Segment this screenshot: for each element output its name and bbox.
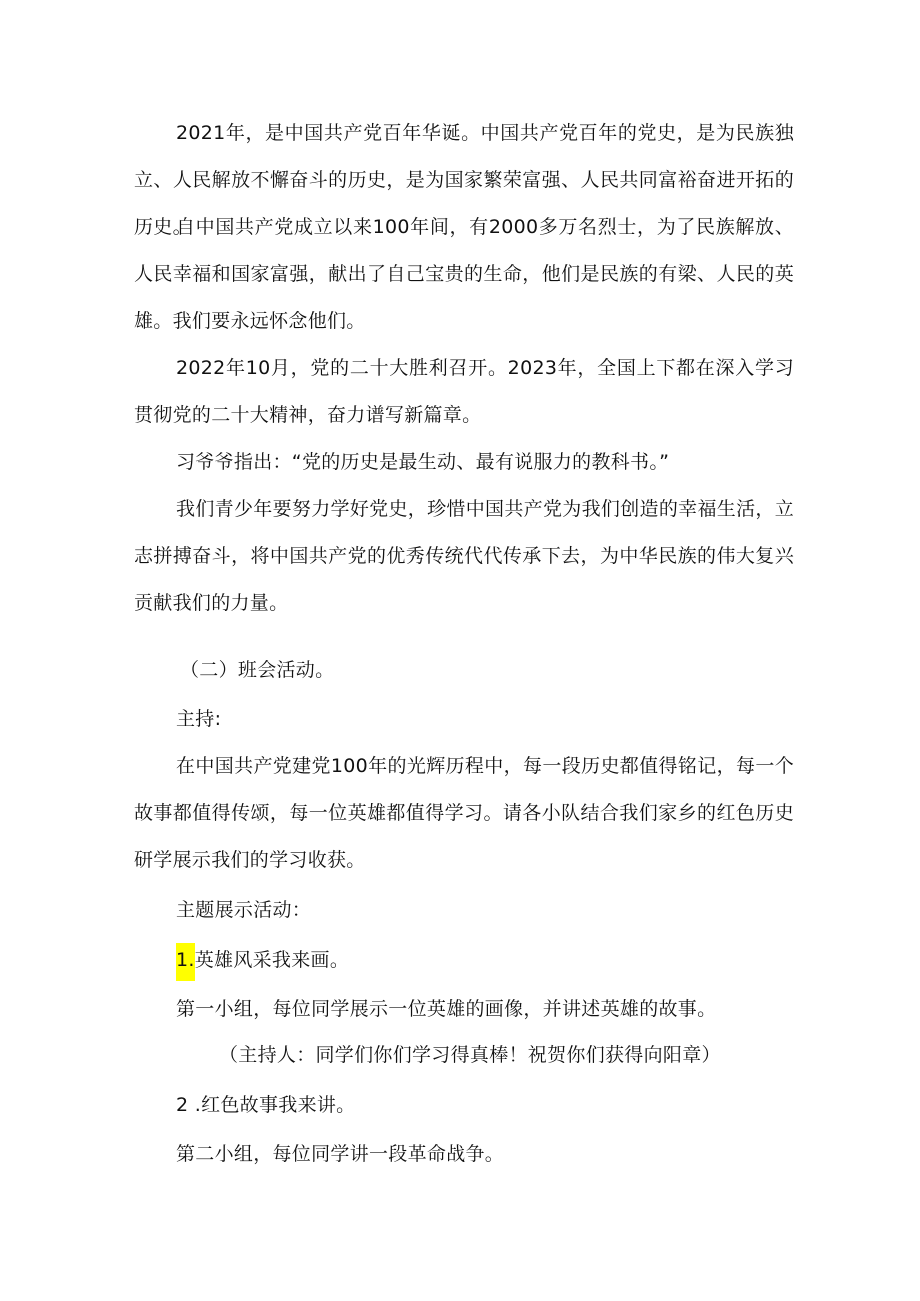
list-item-2-description: 第二小组，每位同学讲一段革命战争。 [176,1143,505,1165]
paragraph-martyrs: 自中国共产党成立以来100年间，有2000多万名烈士，为了民族解放、人民幸福和国家富强，献出了自己宝贵的生命，他们是民族的有梁、人民的英雄。我们要永远怀念他们。 [134,216,794,332]
list-item-2: 2 .红色故事我来讲。 [176,1094,356,1116]
section-heading-class-activity: （二）班会活动。 [180,659,335,681]
paragraph-youth: 我们青少年要努力学好党史，珍惜中国共产党为我们创造的幸福生活，立志拼搏奋斗，将中国共产党的优秀传统代代传承下去，为中华民族的伟大复兴贡献我们的力量。 [134,498,794,614]
paragraph-twentieth-congress: 2022年10月，党的二十大胜利召开。2023年，全国上下都在深入学习贯彻党的二十大精神，奋力谱写新篇章。 [134,357,794,426]
list-item-1-description: 第一小组，每位同学展示一位英雄的画像，并讲述英雄的故事。 [176,998,717,1020]
paragraph-centenary: 2021年，是中国共产党百年华诞。中国共产党百年的党史，是为民族独立、人民解放不懈奋斗的历史，是为国家繁荣富强、人民共同富裕奋进开拓的历史。 [134,122,794,238]
paragraph-quote: 习爷爷指出：“党的历史是最生动、最有说服力的教科书。” [176,451,670,473]
list-item-1 [176,937,349,984]
host-label: 主持: [176,708,222,730]
paragraph-host-intro: 在中国共产党建党100年的光辉历程中，每一段历史都值得铭记，每一个故事都值得传颂，每一位英雄都值得学习。请各小队结合我们家乡的红色历史研学展示我们的学习收获。 [134,755,794,871]
theme-activity-label: 主题展示活动： [176,899,312,921]
highlighted-item-number: 1. [176,943,195,981]
host-remark: （主持人：同学们你们学习得真棒！祝贺你们获得向阳章） [219,1044,721,1066]
list-item-1-text: 英雄风采我来画。 [194,949,350,971]
